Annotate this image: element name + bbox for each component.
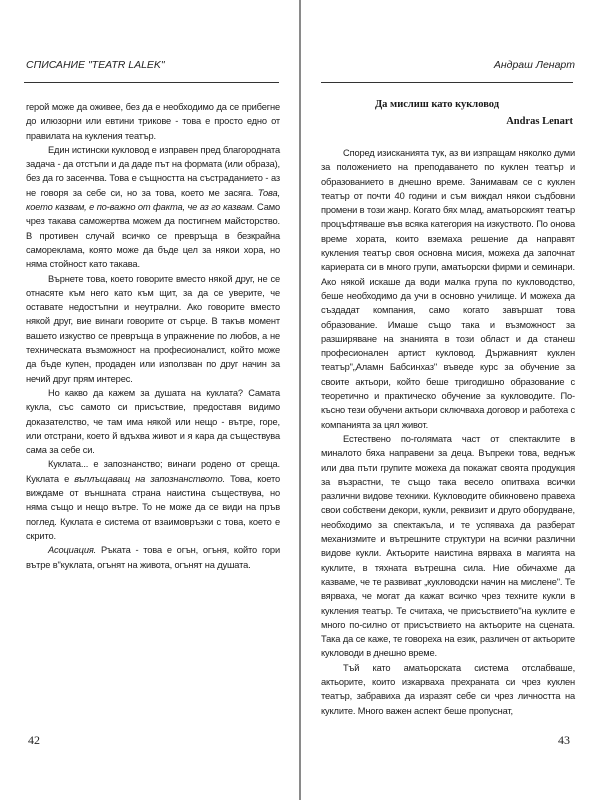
italic-phrase: Асоциация. xyxy=(48,545,97,556)
header-rule xyxy=(24,82,279,83)
paragraph: Но какво да кажем за душата на куклата? Самата кукла, със самото си присъствие, предоставя видимо доказателство, че там има някой или нещо - вътре, горе, или отстрани, което й вдъхва живот и я кара да съществува сама за себе си. xyxy=(26,387,280,456)
left-page xyxy=(0,0,299,800)
italic-phrase: Това, което казвам, е по-важно от факта, че аз го казвам. xyxy=(26,187,281,213)
paragraph: Върнете това, което говорите вместо някой друг, не се отнасяте към него като към щит, за да се уверите, че оставате недостъпни и неутрални. Ако говорите вместо някой друг, вие винаги говорите от сърце. В такъв момент вашето изкуство се превръща в упражнение по любов, а не техническата възможност на професионалист, който може да бъде купен, продаден или използван по друг начин за нечий друг прям интерес. xyxy=(26,273,280,384)
running-head: Андраш Ленарт xyxy=(493,59,575,71)
paragraph: Един истински кукловод е изправен пред благородната задача - да отстъпи и да даде път на формата (или образа), без да го засенчва. Това е същността на състраданието - аз не говоря за себе си, но за това, което ме засяга. Това, което казвам, е по-важно от факта, че аз го казвам. Само чрез такава саможертва можем да постигнем майсторство. В противен случай всичко се превръща в безкрайна самореклама, която може да бъде цел за някои хора, но няма стойност като такава. xyxy=(26,144,281,270)
page-number: 43 xyxy=(558,733,570,747)
paragraph: герой може да оживее, без да е необходимо да се прибегне до илюзорни или евтини трикове - това е просто едно от правилата на кукления театър. xyxy=(26,102,280,141)
article-author: Andras Lenart xyxy=(506,116,573,127)
header-rule xyxy=(321,82,573,83)
italic-phrase: въплъщаващ на запознанството. xyxy=(74,473,225,484)
paragraph: Тъй като аматьорската система отслабваше, актьорите, които изкарваха прехраната си чрез куклен театър, забравиха да изразят себе си чрез личността на куклите. Много важен аспект беше пропуснат, xyxy=(321,662,575,716)
article-title: Да мислиш като кукловод xyxy=(374,99,500,110)
paragraph: Асоциация. Ръката - това е огън, огъня, който гори вътре в"куклата, огънят на живота, огънят на душата. xyxy=(26,545,280,570)
running-head: СПИСАНИЕ "TEATR LALEK" xyxy=(26,59,165,71)
paragraph: Куклата... е запознанство; винаги родено от среща. Куклата е въплъщаващ на запознанството. Това, което виждаме от външната страна наистина съществува, но няма също и нещо вътре. То не може да се види на пръв поглед. Куклата е система от взаимовръзки с това, което е скрито. xyxy=(26,459,280,541)
page-number: 42 xyxy=(28,733,40,747)
body-text xyxy=(26,100,280,572)
paragraph: Според изисканията тук, аз ви изпращам няколко думи за положението на преподаването по куклен театър и образованието в днешно време. Занимавам се с куклен театър от почти 40 години и съм виждал някои съдбовни промени в този жанр. Когато бях млад, аматьорският театър процъфтяваше във всяка категория на изкуството. По онова време хората, които вземаха решение да направят кукления театър своя основна мисия, можеха да започнат кариерата си в много групи, аматьорски фирми и семинари. Ако някой искаше да води малка група по кукловодство, беше необходимо да учи в основно училище. И можеха да създадат компания, само когато завършат това образование. Имаше също така и възможност за разширяване на знанията в този област и да станеш професионален артист кукловод. Държавният куклен театър"„Аламн Бабсинхаз" въведе курс за обучение за своите актьори, който беше тригодишно образование с теоретично и практическо обучение за кукловодите. По-късно тези обучени актьори сключваха договор и работеха с компанията за цял живот. xyxy=(321,148,575,430)
body-text xyxy=(321,146,575,718)
right-page xyxy=(301,0,600,800)
paragraph: Естествено по-голямата част от спектаклите в миналото бяха направени за деца. Въпреки това, веднъж или два пъти групите можеха да покажат своята продукция за възрастни, те също така весело опитваха всички различни видове техники. Кукловодите обикновено правеха свои собствени декори, кукли, реквизит и друго оборудване, необходимо за спектакъла, и те успяваха да разберат механизмите и вътрешните структури на всички различни видове кукли. Актьорите наистина вярваха в магията на куклите, в тяхната вътрешна сила. Ние обичахме да казваме, че те развиват „кукловодски начин на мислене". Те вярваха, че могат да кажат всичко чрез техните кукли в кукления театър. Те считаха, че присъствието"на куклите е много по-силно от присъствието на актьорите на сцената. Така да се каже, те говореха на език, различен от актьорите кукловоди в днешно време. xyxy=(321,433,575,659)
